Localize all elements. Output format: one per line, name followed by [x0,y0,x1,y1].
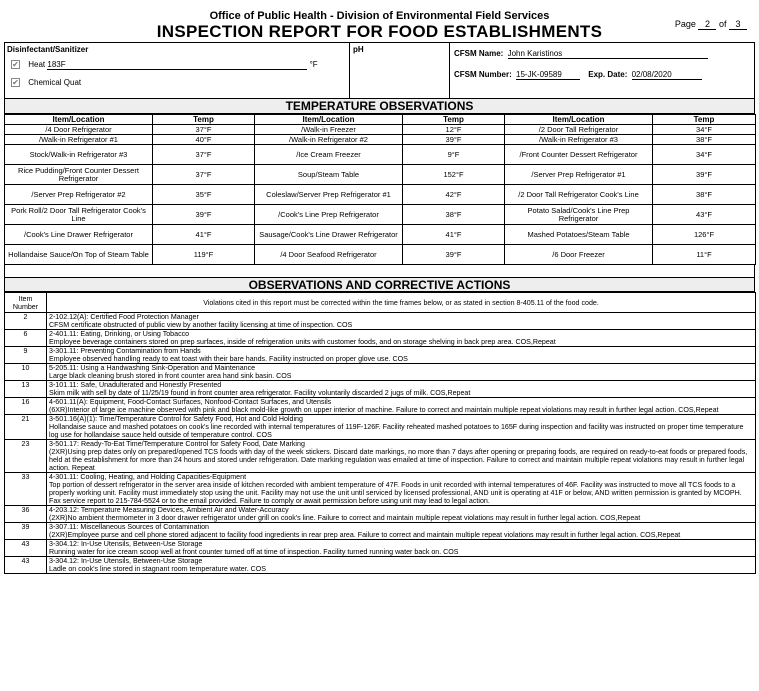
observation-number: 23 [5,440,47,473]
observation-title: 2-401.11: Eating, Drinking, or Using Tobacco [49,330,190,338]
cfsm-block [450,43,754,98]
temperature-row [5,245,756,265]
temp-value: 37°F [153,145,255,165]
ph-block [350,43,450,98]
observation-number: 39 [5,523,47,540]
temp-item: Potato Salad/Cook's Line Prep Refrigerator [505,205,653,225]
temp-value: 12°F [403,125,505,135]
observation-text: (2XR)No ambient thermometer in 3 door drawer refrigerator under grill on cook's line. Failure to correct and maintain multiple repeat violations may result in further legal action. COS,Repeat [49,514,641,522]
temp-value: 38°F [653,185,756,205]
observation-title: 2-102.12(A): Certified Food Protection Manager [49,313,199,321]
col-item-3: Item/Location [505,115,653,125]
temperature-heading: TEMPERATURE OBSERVATIONS [4,99,755,114]
observation-title: 3-501.16(A)(1): Time/Temperature Control for Safety Food, Hot and Cold Holding [49,415,303,423]
cfsm-number-label: CFSM Number: [454,70,512,79]
temp-value: 39°F [653,165,756,185]
exp-date-value: 02/08/2020 [632,70,702,80]
observation-text: Running water for ice cream scoop well at front counter turned off at time of inspection. Facility turned running water back on. COS [49,548,459,556]
observation-title: 4-601.11(A): Equipment, Food-Contact Surfaces, Nonfood-Contact Surfaces, and Utensils [49,398,332,406]
observation-cell [47,381,756,398]
temperature-row [5,145,756,165]
sanitizer-block [5,43,350,98]
chemical-checkbox[interactable]: ✔ [12,78,19,88]
observation-cell [47,473,756,506]
temperature-row [5,225,756,245]
temp-item: Stock/Walk-in Refrigerator #3 [5,145,153,165]
temp-item: /6 Door Freezer [505,245,653,265]
col-item-number: Item Number [5,293,47,313]
temp-value: 38°F [653,135,756,145]
temperature-table [4,114,756,265]
temp-value: 41°F [403,225,505,245]
cfsm-name-label: CFSM Name: [454,49,504,58]
observation-row [5,473,756,506]
temp-item: Coleslaw/Server Prep Refrigerator #1 [255,185,403,205]
temp-value: 37°F [153,125,255,135]
temp-value: 34°F [653,145,756,165]
temp-value: 34°F [653,125,756,135]
observation-row [5,523,756,540]
observation-text: (2XR)Using prep dates only on prepared/opened TCS foods with day of the week stickers. Discard date markings, no more than 7 days after opening or preparing foods, are required on ready-to-eat foods or prepared foods, held at the establishment for more than 24 hours and stored under refrigeration. Date marking regulation was emailed at time of inspection. Failure to correct and maintain multiple repeat violations may result in further legal action. Repeat [49,448,748,472]
temp-item: /Ice Cream Freezer [255,145,403,165]
observation-cell [47,523,756,540]
temp-value: 152°F [403,165,505,185]
temperature-row [5,165,756,185]
observation-cell [47,540,756,557]
temp-value: 9°F [403,145,505,165]
temp-value: 39°F [403,135,505,145]
temp-value: 126°F [653,225,756,245]
page-total: 3 [729,19,747,30]
temp-item: /Server Prep Refrigerator #1 [505,165,653,185]
observation-text: CFSM certificate obstructed of public view by another facility licensing at time of inspection. COS [49,321,353,329]
observation-row [5,415,756,440]
temp-item: Rice Pudding/Front Counter Dessert Refrigerator [5,165,153,185]
observation-text: Hollandaise sauce and mashed potatoes on cook's line recorded with internal temperatures of 119F-126F. Facility reheated mashed potatoes to 165F during inspection and facility was instructed on proper time temperature log use for hollandaise sauce held outside of temperature control. COS [49,423,744,439]
cfsm-name-value: John Karistinos [508,49,708,59]
observation-number: 36 [5,506,47,523]
observation-text: Employee beverage containers stored on prep surfaces, inside of refrigeration units with customer foods, and on storage shelving in back prep area. COS,Repeat [49,338,556,346]
observation-number: 2 [5,313,47,330]
observation-cell [47,330,756,347]
heat-row [11,60,318,70]
temp-item: /Server Prep Refrigerator #2 [5,185,153,205]
observation-number: 9 [5,347,47,364]
page-current: 2 [698,19,716,30]
observation-row [5,557,756,574]
section-spacer [4,265,755,277]
temp-item: Pork Roll/2 Door Tall Refrigerator Cook's Line [5,205,153,225]
col-item-1: Item/Location [5,115,153,125]
heat-value: 183F [47,60,307,70]
observations-header-row [5,293,756,313]
observation-cell [47,347,756,364]
temp-item: Mashed Potatoes/Steam Table [505,225,653,245]
observation-title: 3-304.12: In-Use Utensils, Between-Use Storage [49,540,203,548]
observation-text: Skim milk with sell by date of 11/25/19 found in front counter area refrigerator. Facility voluntarily discarded 2 jugs of milk. COS,Repeat [49,389,471,397]
heat-checkbox[interactable]: ✔ [12,60,19,70]
temp-item: /4 Door Seafood Refrigerator [255,245,403,265]
observation-row [5,440,756,473]
observation-cell [47,440,756,473]
col-temp-1: Temp [153,115,255,125]
temp-item: /Walk-in Freezer [255,125,403,135]
exp-date-label: Exp. Date: [588,70,628,79]
observations-table [4,292,756,574]
temp-value: 37°F [153,165,255,185]
temp-item: /Front Counter Dessert Refrigerator [505,145,653,165]
observation-number: 10 [5,364,47,381]
observations-heading: OBSERVATIONS AND CORRECTIVE ACTIONS [4,277,755,292]
temp-item: /Walk-in Refrigerator #3 [505,135,653,145]
observation-text: Employee observed handling ready to eat toast with their bare hands. Facility instructed on proper glove use. COS [49,355,408,363]
observation-row [5,364,756,381]
cfsm-name-row [454,49,708,59]
col-temp-2: Temp [403,115,505,125]
observation-number: 16 [5,398,47,415]
heat-unit: °F [309,60,318,69]
observation-row [5,330,756,347]
ph-label: pH [353,45,364,54]
temp-value: 35°F [153,185,255,205]
observation-title: 4-203.12: Temperature Measuring Devices, Ambient Air and Water-Accuracy [49,506,289,514]
observation-row [5,540,756,557]
sanitizer-cfsm-section [4,42,755,99]
temp-value: 42°F [403,185,505,205]
observation-title: 3-301.11: Preventing Contamination from Hands [49,347,201,355]
observation-row [5,347,756,364]
of-label: of [718,19,727,29]
temp-item: /Walk-in Refrigerator #1 [5,135,153,145]
temp-item: /Cook's Line Drawer Refrigerator [5,225,153,245]
office-name: Office of Public Health - Division of Environmental Field Services [209,10,550,22]
observation-title: 3-101.11: Safe, Unadulterated and Honestly Presented [49,381,222,389]
temp-value: 11°F [653,245,756,265]
temp-item: /2 Door Tall Refrigerator Cook's Line [505,185,653,205]
chemical-row [11,78,81,87]
inspection-report-page [4,4,755,687]
report-header [4,4,755,42]
temp-item: Sausage/Cook's Line Drawer Refrigerator [255,225,403,245]
observation-text: Top portion of dessert refrigerator in the server area inside of kitchen recorded with ambient temperature of 47F. Foods in unit recorded with internal temperatures of 46F. Facility was instructed to move all TCS foods to a properly working unit. Facility must immediately stop using the unit. Facility may not use the unit until serviced by licensed professional, AND unit is operating at 41F or below, AND written permission is granted by MCOPH. Fax service report to 215-784-5524 or to the email provided. Failure to comply or await permission before using unit may lead to legal action. [49,481,742,505]
sanitizer-heading: Disinfectant/Sanitizer [7,45,89,54]
observation-text: Ladle on cook's line stored in stagnant room temperature water. COS [49,565,267,573]
temp-value: 38°F [403,205,505,225]
heat-label: Heat [28,60,46,69]
temp-value: 43°F [653,205,756,225]
temp-item: Hollandaise Sauce/On Top of Steam Table [5,245,153,265]
observation-number: 33 [5,473,47,506]
observation-text: (2XR)Employee purse and cell phone stored adjacent to facility food ingredients in rear prep area. Failure to correct and maintain multiple repeat violations may result in further legal action. COS,Repeat [49,531,681,539]
temp-value: 119°F [153,245,255,265]
temperature-header-row [5,115,756,125]
observation-text: (6XR)Interior of large ice machine observed with pink and black mold-like growth on upper interior of machine. Failure to correct and maintain multiple repeat violations may result in further legal action. COS,Repeat [49,406,719,414]
observation-cell [47,364,756,381]
temp-item: /Walk-in Refrigerator #2 [255,135,403,145]
temp-item: Soup/Steam Table [255,165,403,185]
observation-cell [47,415,756,440]
page-indicator [675,19,747,30]
temp-value: 40°F [153,135,255,145]
observation-row [5,313,756,330]
observations-intro: Violations cited in this report must be corrected within the time frames below, or as stated in section 8-405.11 of the food code. [47,293,756,313]
observation-number: 21 [5,415,47,440]
observation-row [5,506,756,523]
cfsm-number-value: 15-JK-09589 [516,70,580,80]
observation-cell [47,313,756,330]
observation-cell [47,398,756,415]
observation-number: 6 [5,330,47,347]
observation-text: Large black cleaning brush stored in front counter area hand sink basin. COS [49,372,292,380]
observation-number: 43 [5,540,47,557]
cfsm-number-row [454,70,702,80]
observation-row [5,381,756,398]
observation-row [5,398,756,415]
observation-number: 13 [5,381,47,398]
observation-number: 43 [5,557,47,574]
temp-value: 39°F [153,205,255,225]
observation-cell [47,557,756,574]
chemical-label: Chemical Quat [28,78,82,87]
temp-item: /2 Door Tall Refrigerator [505,125,653,135]
observation-title: 3-307.11: Miscellaneous Sources of Contamination [49,523,209,531]
observation-title: 3-304.12: In-Use Utensils, Between-Use Storage [49,557,203,565]
observation-title: 3-501.17: Ready-To-Eat Time/Temperature Control for Safety Food, Date Marking [49,440,305,448]
observation-title: 5-205.11: Using a Handwashing Sink-Operation and Maintenance [49,364,256,372]
temperature-row [5,185,756,205]
observation-title: 4-301.11: Cooling, Heating, and Holding Capacities-Equipment [49,473,247,481]
col-temp-3: Temp [653,115,756,125]
page-label: Page [674,19,696,29]
temperature-row [5,125,756,135]
temperature-row [5,205,756,225]
temp-value: 41°F [153,225,255,245]
temp-item: /Cook's Line Prep Refrigerator [255,205,403,225]
temp-item: /4 Door Refrigerator [5,125,153,135]
observation-cell [47,506,756,523]
temp-value: 39°F [403,245,505,265]
col-item-2: Item/Location [255,115,403,125]
report-title: INSPECTION REPORT FOR FOOD ESTABLISHMENTS [156,22,603,41]
temperature-row [5,135,756,145]
